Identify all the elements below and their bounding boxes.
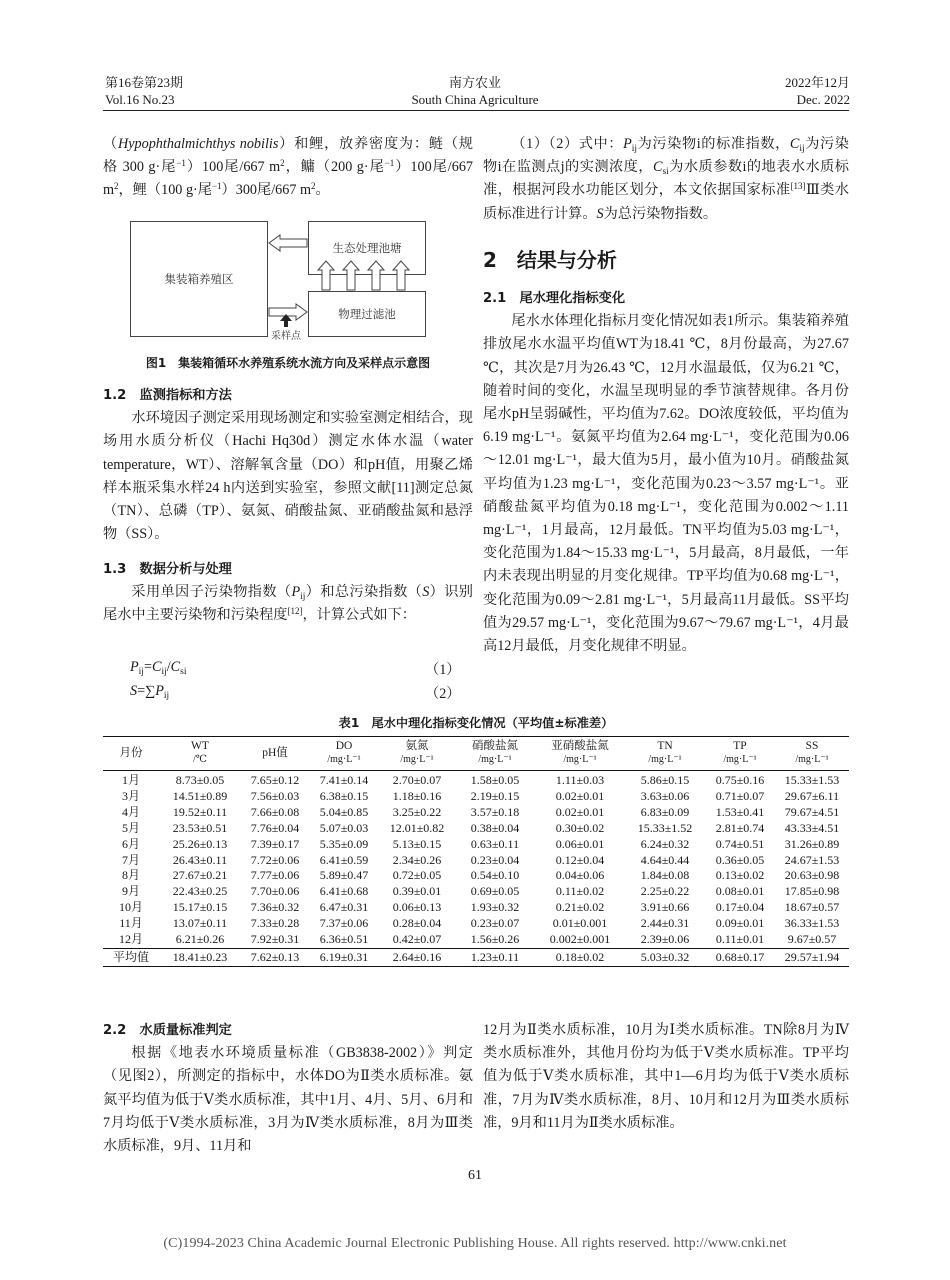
table-cell: 4月 (121, 804, 140, 819)
table-cell: 5.35±0.09 (319, 836, 369, 851)
copyright-footer: (C)1994-2023 China Academic Journal Electronic Publishing House. All rights reserved. http://www.cnki.net (163, 1236, 787, 1251)
col-header-month: 月份 (103, 737, 159, 771)
table-cell: 0.69±0.05 (470, 884, 520, 899)
table-cell: 11月 (119, 916, 143, 931)
table-cell: 1.23±0.11 (455, 948, 535, 966)
table-cell: 27.67±0.21 (172, 868, 228, 883)
date-cn: 2022年12月 (784, 75, 850, 90)
table-cell: 3月 (121, 788, 140, 803)
journal-title (330, 74, 620, 108)
table-cell: 14.51±0.89 (172, 788, 228, 803)
journal-date (785, 74, 850, 108)
table-cell: 18.67±0.57 (784, 900, 840, 915)
table-cell: 1.56±0.26 (470, 932, 520, 947)
table-cell: 79.67±4.51 (784, 804, 840, 819)
table-cell: 2.19±0.15 (470, 788, 520, 803)
table-cell: 31.26±0.89 (784, 836, 840, 851)
table-cell: 20.63±0.98 (784, 868, 840, 883)
section-2-1 (483, 287, 849, 658)
section-2-title: 2 结果与分析 (483, 248, 617, 272)
section-1-3-title: 1.3 数据分析与处理 (103, 562, 232, 577)
table-cell: 0.38±0.04 (470, 820, 520, 835)
section-2-1-body: 尾水水体理化指标月变化情况如表1所示。集装箱养殖排放尾水水温平均值WT为18.41 ℃，8月份最高，为27.67 ℃，其次是7月为26.43 ℃，12月水温最低，仅为6.21 ℃，随着时间的变化，水温呈现明显的季节演替规律。各月份尾水pH呈弱碱性，平均值为7.62。DO浓度较低，平均值为6.19 mg·L⁻¹。氨氮平均值为2.64 mg·L⁻¹，变化范围为0.06～12.01 mg·L⁻¹，最大值为5月，最小值为10月。硝酸盐氮平均值为1.23 mg·L⁻¹，变化范围为0.23～3.57 mg·L⁻¹。亚硝酸盐氮平均值为0.18 mg·L⁻¹，变化范围为0.002～1.11 mg·L⁻¹，1月最高，12月最低。TN平均值为5.03 mg·L⁻¹，变化范围为1.84～15.33 mg·L⁻¹，5月最高，8月最低，一年内未表现出明显的月变化规律。TP平均值为0.68 mg·L⁻¹，变化范围为0.09～2.81 mg·L⁻¹，5月最高11月最低。SS平均值为29.57 mg·L⁻¹，变化范围为9.67～79.67 mg·L⁻¹，4月最高12月最低，月变化规律不明显。 (483, 313, 849, 655)
section-2-2-body: 根据《地表水环境质量标准（GB3838-2002）》判定（见图2），所测定的指标中，水体DO为Ⅱ类水质标准。氨氮平均值为低于Ⅴ类水质标准，其中1月、4月、5月、6月和7月均低于Ⅴ类水质标准，3月为Ⅳ类水质标准，8月为Ⅲ类水质标准，9月、11月和 (103, 1045, 473, 1155)
table-row (103, 868, 849, 884)
table-cell: 7月 (121, 852, 140, 867)
table-cell: 8.73±0.05 (175, 773, 225, 787)
section-2-2-body-right: 12月为Ⅱ类水质标准，10月为Ⅰ类水质标准。TN除8月为Ⅳ类水质标准外，其他月份均为低于Ⅴ类水质标准。TP平均值为低于Ⅴ类水质标准，其中1—6月均为低于Ⅴ类水质标准，7月为Ⅳ类水质标准，8月、10月和12月为Ⅲ类水质标准，9月和11月为Ⅱ类水质标准。 (483, 1022, 849, 1131)
formula-explanation: （1）（2）式中：$P_{ij}$为污染物i的标准指数，$C_{ij}$为污染物i在监测点j的实测浓度，$C_{si}$为水质参数i的地表水水质标准，根据河段水功能区划分，本文依据国家标准[13]Ⅲ类水质标准进行计算。S为总污染物指数。 (483, 136, 849, 222)
col-header-nitrite: 亚硝酸盐氮 /mg·L⁻¹ (535, 737, 625, 771)
table-row (103, 884, 849, 900)
table-cell: 0.23±0.07 (470, 916, 520, 931)
table-cell: 1.84±0.08 (640, 868, 690, 883)
table-cell: 2.64±0.16 (379, 948, 455, 966)
col-header-ss: SS /mg·L⁻¹ (775, 737, 849, 771)
table-cell: 7.37±0.06 (319, 916, 369, 931)
table-cell: 15.33±1.52 (637, 820, 693, 835)
table-cell: 6.24±0.32 (640, 836, 690, 851)
col-header-tp: TP /mg·L⁻¹ (705, 737, 775, 771)
table-cell: 12.01±0.82 (389, 820, 445, 835)
table-cell: 0.39±0.01 (392, 884, 442, 899)
table-cell: 13.07±0.11 (172, 916, 228, 931)
formula-2-number: （2） (425, 686, 461, 702)
table-header-row (103, 737, 849, 771)
table-row (103, 771, 849, 789)
section-1-3-body: 采用单因子污染物指数$(P_{ij})$和总污染指数（S）识别尾水中主要污染物和污染程度[12]，计算公式如下： (103, 584, 473, 624)
table-cell: 0.11±0.01 (715, 932, 765, 947)
section-2-2-continued (483, 1019, 849, 1135)
table-cell: 平均值 (103, 948, 159, 966)
table-cell: 6.19±0.31 (309, 948, 379, 966)
table-cell: 0.75±0.16 (715, 773, 765, 787)
table-cell: 3.57±0.18 (470, 804, 520, 819)
journal-title-cn: 南方农业 (448, 75, 501, 90)
table-cell: 0.13±0.02 (715, 868, 765, 883)
table-cell: 6月 (121, 836, 140, 851)
arrow-filter-to-pond-3 (368, 261, 384, 290)
table-cell: 4.64±0.44 (640, 852, 690, 867)
table-cell: 0.06±0.13 (392, 900, 442, 915)
table-cell: 6.38±0.15 (319, 788, 369, 803)
table-cell: 1.18±0.16 (392, 788, 442, 803)
arrow-pond-to-farm (269, 235, 307, 251)
table-cell: 6.41±0.59 (319, 852, 369, 867)
volume-en: Vol.16 No.23 (105, 92, 175, 107)
table-cell: 0.02±0.01 (555, 788, 605, 803)
table-cell: 12月 (118, 932, 143, 947)
arrow-filter-to-pond-2 (343, 261, 359, 290)
section-2-2 (103, 1019, 473, 1158)
col-header-ammonia: 氨氮 /mg·L⁻¹ (379, 737, 455, 771)
table-cell: 5.03±0.32 (625, 948, 705, 966)
table-cell: 0.72±0.05 (392, 868, 442, 883)
table-cell: 1.53±0.41 (715, 804, 765, 819)
table-cell: 10月 (118, 900, 143, 915)
table-cell: 0.02±0.01 (555, 804, 605, 819)
volume-cn: 第16卷第23期 (105, 75, 184, 90)
section-1-3 (103, 558, 473, 628)
table-row (103, 821, 849, 837)
table-cell: 5.89±0.47 (319, 868, 369, 883)
table-cell: 2.34±0.26 (392, 852, 442, 867)
table-cell: 0.11±0.02 (555, 884, 605, 899)
fig-box-pond: 生态处理池塘 (308, 221, 426, 275)
table-cell: 0.71±0.07 (715, 788, 765, 803)
table-cell: 29.57±1.94 (775, 948, 849, 966)
section-1-2-title: 1.2 监测指标和方法 (103, 388, 232, 403)
table-cell: 15.33±1.53 (784, 773, 840, 787)
table-cell: 7.39±0.17 (250, 836, 300, 851)
table-cell: 24.67±1.53 (784, 852, 840, 867)
table-cell: 8月 (121, 868, 140, 883)
table-cell: 7.77±0.06 (250, 868, 300, 883)
table-1-caption: 表1 尾水中理化指标变化情况（平均值±标准差） (338, 716, 614, 730)
table-cell: 29.67±6.11 (784, 788, 840, 803)
col-header-tn: TN /mg·L⁻¹ (625, 737, 705, 771)
table-cell: 0.17±0.04 (715, 900, 765, 915)
table-cell: 2.81±0.74 (715, 820, 765, 835)
arrow-filter-to-pond-1 (318, 261, 334, 290)
figure-1 (130, 215, 440, 345)
fig-box-farm: 集装箱养殖区 (130, 221, 268, 337)
table-cell: 1月 (121, 773, 140, 787)
table-cell: 0.12±0.04 (555, 852, 605, 867)
table-cell: 7.36±0.32 (250, 900, 300, 915)
table-cell: 9.67±0.57 (787, 932, 837, 947)
table-row (103, 837, 849, 853)
arrow-filter-to-pond-4 (393, 261, 409, 290)
table-1 (103, 736, 849, 967)
section-2-2-title: 2.2 水质量标准判定 (103, 1023, 232, 1038)
table-cell: 6.21±0.26 (175, 932, 225, 947)
table-cell: 7.62±0.13 (241, 948, 309, 966)
page-number: 61 (468, 1168, 482, 1183)
formula-1-number: （1） (425, 662, 461, 678)
journal-title-en: South China Agriculture (411, 92, 539, 107)
table-cell: 7.70±0.06 (250, 884, 300, 899)
table-cell: 0.21±0.02 (555, 900, 605, 915)
table-cell: 36.33±1.53 (784, 916, 840, 931)
table-cell: 0.63±0.11 (470, 836, 520, 851)
table-cell: 2.25±0.22 (640, 884, 690, 899)
table-cell: 5月 (121, 820, 140, 835)
table-cell: 3.63±0.06 (640, 788, 690, 803)
table-cell: 0.002±0.001 (549, 932, 611, 947)
sampling-point-label: 采样点 (271, 331, 301, 342)
table-row (103, 932, 849, 948)
table-cell: 26.43±0.11 (172, 852, 228, 867)
section-2-1-title: 2.1 尾水理化指标变化 (483, 291, 626, 306)
table-row (103, 789, 849, 805)
table-cell: 5.13±0.15 (392, 836, 442, 851)
table-cell: 7.92±0.31 (250, 932, 300, 947)
intro-paragraph: （Hypophthalmichthys nobilis）和鲤，放养密度为：鲢（规格 300 g·尾$^{-1}$）100尾/667 $m^2$，鳙（200 g·尾$^{-1}$）100尾/667 $m^2$，鲤（100 g·尾$^{-1}$）300尾/667 $m^2$。 (103, 136, 474, 199)
col-header-ph: pH值 (241, 737, 309, 771)
table-cell: 0.42±0.07 (392, 932, 442, 947)
table-cell: 6.36±0.51 (319, 932, 369, 947)
table-cell: 2.44±0.31 (640, 916, 690, 931)
journal-volume (105, 74, 183, 108)
table-cell: 0.28±0.04 (392, 916, 442, 931)
formula-1: $P_{ij}=C_{ij}/C_{si}$ (130, 659, 187, 677)
table-cell: 2.39±0.06 (640, 932, 690, 947)
figure-1-caption: 图1 集装箱循环水养殖系统水流方向及采样点示意图 (145, 356, 431, 370)
table-cell: 2.70±0.07 (392, 773, 442, 787)
table-row (103, 805, 849, 821)
table-cell: 1.11±0.03 (555, 773, 605, 787)
table-cell: 3.25±0.22 (392, 804, 442, 819)
table-cell: 3.91±0.66 (640, 900, 690, 915)
table-cell: 43.33±4.51 (784, 820, 840, 835)
table-cell: 0.08±0.01 (715, 884, 765, 899)
table-cell: 0.23±0.04 (470, 852, 520, 867)
col-header-nitrate: 硝酸盐氮 /mg·L⁻¹ (455, 737, 535, 771)
table-cell: 1.58±0.05 (470, 773, 520, 787)
species-latin: Hypophthalmichthys nobilis (117, 136, 279, 152)
table-cell: 6.41±0.68 (319, 884, 369, 899)
table-cell: 17.85±0.98 (784, 884, 840, 899)
table-cell: 0.74±0.51 (715, 836, 765, 851)
table-cell: 7.72±0.06 (250, 852, 300, 867)
table-cell: 23.53±0.51 (172, 820, 228, 835)
table-cell: 18.41±0.23 (159, 948, 241, 966)
section-1-2 (103, 384, 473, 546)
table-cell: 7.66±0.08 (250, 804, 300, 819)
table-cell: 0.09±0.01 (715, 916, 765, 931)
table-cell: 7.41±0.14 (319, 773, 369, 787)
fig-flow-arrows (130, 215, 440, 345)
col-header-do: DO /mg·L⁻¹ (309, 737, 379, 771)
table-cell: 15.17±0.15 (172, 900, 228, 915)
table-cell: 1.93±0.32 (470, 900, 520, 915)
table-cell: 5.86±0.15 (640, 773, 690, 787)
header-rule (103, 110, 849, 111)
table-cell: 0.01±0.001 (552, 916, 608, 931)
table-cell: 5.04±0.85 (319, 804, 369, 819)
table-cell: 6.83±0.09 (640, 804, 690, 819)
table-cell: 19.52±0.11 (172, 804, 228, 819)
table-cell: 25.26±0.13 (172, 836, 228, 851)
table-row (103, 916, 849, 932)
table-cell: 0.36±0.05 (715, 852, 765, 867)
table-cell: 0.30±0.02 (555, 820, 605, 835)
table-cell: 7.65±0.12 (250, 773, 300, 787)
table-cell: 7.76±0.04 (250, 820, 300, 835)
formula-2: $S=\sum P_{ij}$ (130, 683, 170, 701)
col-header-wt: WT /℃ (159, 737, 241, 771)
table-row-average (103, 948, 849, 966)
table-row (103, 900, 849, 916)
date-en: Dec. 2022 (796, 92, 850, 107)
table-row (103, 853, 849, 869)
table-cell: 5.07±0.03 (319, 820, 369, 835)
table-cell: 0.68±0.17 (705, 948, 775, 966)
table-cell: 0.18±0.02 (535, 948, 625, 966)
table-cell: 9月 (121, 884, 140, 899)
table-cell: 7.33±0.28 (250, 916, 300, 931)
fig-box-filter: 物理过滤池 (308, 291, 426, 337)
table-cell: 22.43±0.25 (172, 884, 228, 899)
table-cell: 6.47±0.31 (319, 900, 369, 915)
table-cell: 0.06±0.01 (555, 836, 605, 851)
table-cell: 7.56±0.03 (250, 788, 300, 803)
section-1-2-body: 水环境因子测定采用现场测定和实验室测定相结合，现场用水质分析仪（Hachi Hq30d）测定水体水温（water temperature，WT）、溶解氧含量（DO）和pH值，用聚乙烯样本瓶采集水样24 h内送到实验室，参照文献[11]测定总氮（TN）、总磷（TP）、氨氮、硝酸盐氮、亚硝酸盐氮和悬浮物（SS）。 (103, 410, 473, 543)
table-cell: 0.54±0.10 (470, 868, 520, 883)
table-cell: 0.04±0.06 (555, 868, 605, 883)
